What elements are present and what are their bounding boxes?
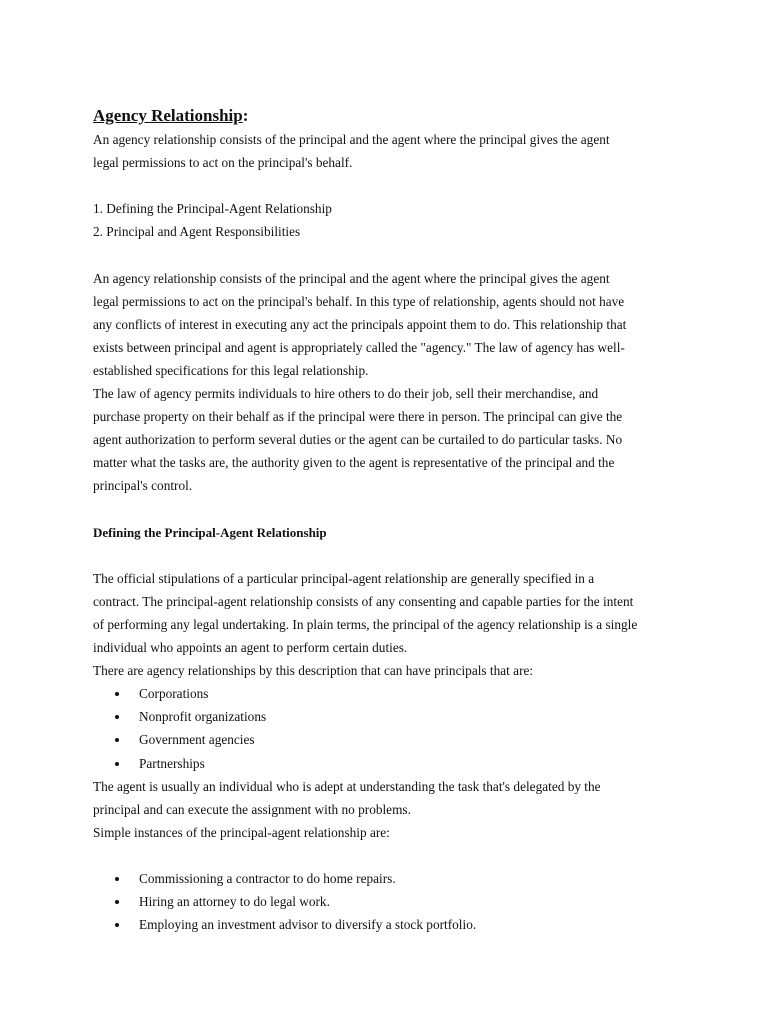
body-line: contract. The principal-agent relationship consists of any consenting and capable parties for the intent bbox=[93, 593, 634, 609]
list-item-text: Government agencies bbox=[139, 732, 255, 748]
list-item bbox=[93, 705, 683, 728]
bullet-icon bbox=[115, 692, 119, 696]
body-line: There are agency relationships by this description that can have principals that are: bbox=[93, 663, 534, 679]
page-title-text: Agency Relationship bbox=[93, 106, 243, 125]
body-line: established specifications for this legal relationship. bbox=[93, 362, 369, 378]
body-line: An agency relationship consists of the principal and the agent where the principal gives the agent bbox=[93, 270, 610, 286]
spacer bbox=[93, 174, 683, 197]
examples-list bbox=[93, 867, 683, 936]
list-item bbox=[93, 867, 683, 890]
section-heading: Defining the Principal-Agent Relationship bbox=[93, 524, 327, 540]
spacer bbox=[93, 243, 683, 266]
list-item-text: Commissioning a contractor to do home repairs. bbox=[139, 871, 396, 886]
body-line: purchase property on their behalf as if the principal were there in person. The principal can give the bbox=[93, 409, 623, 425]
body-line: principal and can execute the assignment with no problems. bbox=[93, 801, 411, 817]
list-item-text: Partnerships bbox=[139, 755, 205, 771]
list-item-text: Employing an investment advisor to diversify a stock portfolio. bbox=[139, 917, 477, 933]
intro-paragraph bbox=[93, 128, 683, 174]
spacer bbox=[93, 844, 683, 867]
bullet-icon bbox=[115, 738, 119, 742]
list-item bbox=[93, 752, 683, 775]
list-item bbox=[93, 890, 683, 913]
bullet-icon bbox=[115, 762, 119, 766]
bullet-icon bbox=[115, 715, 119, 719]
body-line: agent authorization to perform several duties or the agent can be curtailed to do particular tasks. No bbox=[93, 432, 623, 448]
bullet-icon bbox=[115, 900, 119, 904]
intro-line: legal permissions to act on the principal's behalf. bbox=[93, 155, 353, 171]
body-line: principal's control. bbox=[93, 478, 193, 494]
list-item-text: Nonprofit organizations bbox=[139, 709, 267, 725]
body-line: Simple instances of the principal-agent relationship are: bbox=[93, 824, 390, 840]
list-item bbox=[93, 682, 683, 705]
list-item-text: Hiring an attorney to do legal work. bbox=[139, 894, 330, 910]
list-item bbox=[93, 728, 683, 751]
bullet-icon bbox=[115, 877, 119, 881]
spacer bbox=[93, 498, 683, 521]
body-line: The official stipulations of a particular principal-agent relationship are generally specified in a bbox=[93, 570, 595, 586]
body-line: any conflicts of interest in executing any act the principals appoint them to do. This relationship that bbox=[93, 316, 627, 332]
body-line: The agent is usually an individual who is adept at understanding the task that's delegated by the bbox=[93, 778, 601, 794]
toc-item: 2. Principal and Agent Responsibilities bbox=[93, 224, 301, 240]
intro-line: An agency relationship consists of the principal and the agent where the principal gives the agent bbox=[93, 132, 610, 147]
body-line: individual who appoints an agent to perform certain duties. bbox=[93, 640, 408, 656]
body-paragraph-3 bbox=[93, 775, 683, 844]
body-paragraph-2 bbox=[93, 567, 683, 682]
body-line: matter what the tasks are, the authority given to the agent is representative of the principal and the bbox=[93, 455, 615, 471]
body-line: exists between principal and agent is appropriately called the "agency." The law of agency has well- bbox=[93, 339, 625, 355]
list-item-text: Corporations bbox=[139, 686, 209, 702]
body-line: legal permissions to act on the principal's behalf. In this type of relationship, agents should not have bbox=[93, 293, 625, 309]
bullet-icon bbox=[115, 923, 119, 927]
body-line: of performing any legal undertaking. In plain terms, the principal of the agency relationship is a single bbox=[93, 616, 638, 632]
page-title bbox=[93, 104, 683, 128]
page-title-colon: : bbox=[242, 106, 249, 125]
principals-list bbox=[93, 682, 683, 774]
body-line: The law of agency permits individuals to hire others to do their job, sell their merchandise, and bbox=[93, 386, 599, 402]
body-paragraph-1 bbox=[93, 267, 683, 498]
document-page bbox=[93, 104, 683, 936]
toc-item: 1. Defining the Principal-Agent Relationship bbox=[93, 201, 332, 217]
list-item bbox=[93, 913, 683, 936]
spacer bbox=[93, 544, 683, 567]
table-of-contents bbox=[93, 197, 683, 243]
